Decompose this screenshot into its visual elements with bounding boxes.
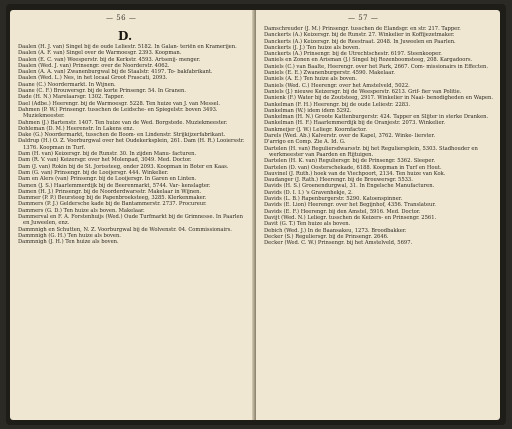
directory-entry: Darels (Wed. Ab.) Kalverstr. over de Kapel, 3762. Winke- lierster. [264,133,436,140]
directory-entry: Danckerts (A.) Keizersgr. bij de Runstr. 27. Winkelier in Koffijezetmaker. [264,32,455,39]
directory-entry: Daalen (Wed. L.) Nes, in het locaal Groot Frascati, 2093. [18,75,168,82]
directory-entry: Damschreuder (J. M.) Prinsengr. tusschen de Elandsgr. en str. 217. Tapper. [264,26,461,32]
directory-entry: Dauvinel (J. Ruth.) hoek van de Viechpoort, 2134. Ten huize van Kok. [264,170,446,177]
directory-entry: Daniels en Zonen en Arisman (J.) Singel bij Rozenboomsteeg, 208. Kargadoors. [264,57,473,64]
directory-entry: Dake (G.) Noordermarkt, tusschen de Boom- en Lindenstr. Strijkijzerfabrikant. [18,132,226,139]
directory-entry: Danienk (F.) Water bij de Zoutsteeg, 2917. Winkelier in Naai- benodigheden en Wapen. [264,95,494,102]
directory-entry: Dartelen (H. van) Reguliersdwarsstr. bij het Reguliersplein, 5303. Stadhouder en werkmeester van Paarden en Rijtuigen. [264,145,478,158]
right-page [256,10,500,420]
directory-entry: Dammnigh en Schutten, N. Z. Voorburgwal bij de Wolvenstr. 04. Commissionairs. [18,226,232,233]
directory-entry: Daniels (Wed. C.) Heerengr. over het Amstelveld, 5022. [264,82,410,89]
directory-entry: Daalen (H. J. van) Singel bij de oude Leliestr. 5182. In Galan- teriën en Kramerijen. [18,44,237,50]
directory-entry: Dankelman (H. F.) Haarlemmerdijk bij de Oranjestr. 2073. Winkelier. [264,120,446,127]
directory-entry: Dankmeijer (J. W.) Leliegr. Koornfactor. [264,126,367,133]
entry-list [264,26,494,246]
open-book [6,4,506,425]
directory-entry: Damen (H. J.) Prinsengr. bij de Noorderdwarsstr. Makelaar in Wijnen. [18,188,202,195]
directory-entry: Decker (S.) Reguliersgr. bij de Prinsengr. 2646. [264,233,389,240]
directory-entry: Dahmen (J.) Bartenstr. 1407. Ten huize van de Wed. Borgstede. Muziekmeester. [18,119,228,126]
directory-entry: Dael (Adbe.) Heerengr. bij de Warmoesgr. 5228. Ten huize van J. van Messel. [18,100,221,107]
directory-entry: Dade (H. N.) Marelaarsgr. 1302. Tapper. [18,94,125,101]
directory-entry: Dammerval en F. A. Forstenhuijs (Wed.) Oude Turfmarkt bij de Grimnesse. In Paarlen en Juweelen, enz. [18,214,243,227]
directory-entry: Daldrup (H.) O. Z. Voorburgwal over het Oudekerksplein, 261. Dam (H. R.) Looiersstr. 1376. Koopman in Turf. [18,138,245,151]
directory-entry: Dam (R. V. van) Keizersgr. over het Molenpad, 3049. Med. Doctor. [18,157,192,164]
directory-entry: Davit (G. T.) Ten huize als boven. [264,221,351,228]
directory-entry: Dam (H. van) Keizersgr. bij de Runstr. 30. In zijden Manu- facturen. [18,151,197,158]
directory-entry: Dammnigh (J. H.) Ten huize als boven. [18,239,119,246]
page-number: — 57 — [348,14,379,22]
directory-entry: Daalen (Wed. J. van) Prinsengr. over de Noorderstr. 4062. [18,62,170,69]
directory-entry: Danckerts (A.) Prinsengr. bij de Utrechtschestr. 6197. Steenkooper. [264,51,442,58]
directory-entry: Damen (J. S.) Haarlemmerdijk bij de Beerenmarkt, 5744. Var- kenslagter. [18,182,211,189]
directory-entry: D'arrigo en Comp. Zie A. Id. G. [264,139,346,146]
directory-entry: Daniels (J.) nieuwe Keizersgr. bij de Weesperstr. 6213. Grif- fier van Politie. [264,88,462,95]
left-page [10,10,256,420]
directory-entry: Dammnigh (G. H.) Ten huize als boven. [18,232,121,239]
directory-entry: Dammer (P. P.) Beursteeg bij de Papenbroeksteeg, 3285. Klerkenmaker. [18,195,207,202]
directory-entry: Davids (H. S.) Groenendurgwal, 31. In Engelsche Manufacturen. [264,183,435,190]
directory-entry: Daalen (A. F. van) Singel over de Warmoesgr. 2393. Koopman. [18,50,182,57]
directory-entry: Daalen (A. A. van) Zwanenburgwal bij de Staalstr. 4197. To- bakfabrikant. [18,69,213,76]
directory-entry: Daniels (C.) van Baalte, Heerengr. over het Park, 2667. Com- missionairs in Effecten. [264,63,489,70]
directory-entry: Danckerts (J. J.) Ten huize als boven. [264,44,360,51]
directory-entry: Daniels (A. E.) Ten huize als boven. [264,76,357,83]
directory-entry: Daniels (E. E.) Zwanenburgerstr. 4590. Makelaar. [264,70,395,77]
directory-entry: Dahmen (P. W.) Prinsengr. tusschen de Leidsche- en Spiegelstr. boven 3493. Muziekmeester. [18,106,218,120]
directory-entry: Dankelman (F. H.) Heerengr. bij de oude Leliestr. 2283. [264,101,410,108]
directory-entry: Dam en Alers (van) Prinsengr. bij de Looijersgr. In Garen en Linten. [18,176,197,183]
directory-entry: Dankelman (H. N.) Groote Kattenburgerstr. 424. Tapper en Slijter in sterke Dranken. [264,114,489,121]
directory-entry: Davids (E. F.) Heerengr. bij den Amstel, 5916. Med. Doctor. [264,208,421,215]
directory-entry: Dam (J. van) Rokin bij de St. Jorissteeg, onder 2093. Koopman in Boter en Kaas. [18,163,229,170]
directory-entry: Dankelman (W.) idem idem 5292. [264,107,352,114]
directory-entry: Davids (D. I. I.) 's Gravenhekje, 2. [264,189,353,196]
directory-entry: Daane (C. F.) Brouwersgr. bij de korte Prinsengr. 54. In Granen. [18,88,187,95]
directory-entry: Danckerts (A.) Keizersgr. bij de Reestraat. 2048. In Juweelen en Paarlen. [264,38,456,45]
page-number: — 56 — [106,14,137,22]
entry-list [18,44,250,246]
directory-entry: Daalen (E. C. van) Weesperstr. bij de Kerkstr. 4593. Artsenij- menger. [18,56,201,63]
directory-entry: Daane (C.) Noordermarkt. In Wijnen. [18,81,116,88]
directory-entry: Dammers (G. D.) Ten huize als boven. Makelaar. [18,207,145,214]
directory-entry: Davids (L. B.) Rapenburgerstr. 5290. Katoenspinner. [264,196,403,203]
directory-entry: Dammers (P. J.) Geldersche kade bij de Bantammerstr. 2737. Procureur. [18,201,207,208]
directory-entry: Daudanger (J. Rath.) Heerengr. bij de Brouwersgr. 5533. [264,177,413,184]
directory-entry: Davijt (Wed. N.) Leliegr. tusschen de Keizers- en Prinsengr. 2561. [264,214,437,221]
directory-entry: Dohleman (D. M.) Heerenstr. In Lakens enz. [18,125,135,132]
directory-entry: Decker (Wed. C. W.) Prinsengr. bij het Amstelveld, 5697. [264,240,413,247]
directory-entry: Dam (G. van) Prinsengr. bij de Looijersgr. 444. Winkelier. [18,169,169,176]
section-heading: D. [118,29,133,43]
directory-entry: Dartelen (D. van) Oosterschekade, 6188. Koopman in Turf en Hout. [264,164,442,171]
directory-entry: Debich (Wed. J.) In de Baansakeu, 1273. Broodbakker. [264,227,407,234]
directory-entry: Davids (E. Lion) Heerengr. over het Begijnhof, 4356. Translateur. [264,202,436,209]
directory-entry: Dartelen (H. K. van) Reguliersgr. bij de Prinsengr. 5362. Sleeper. [264,158,436,165]
